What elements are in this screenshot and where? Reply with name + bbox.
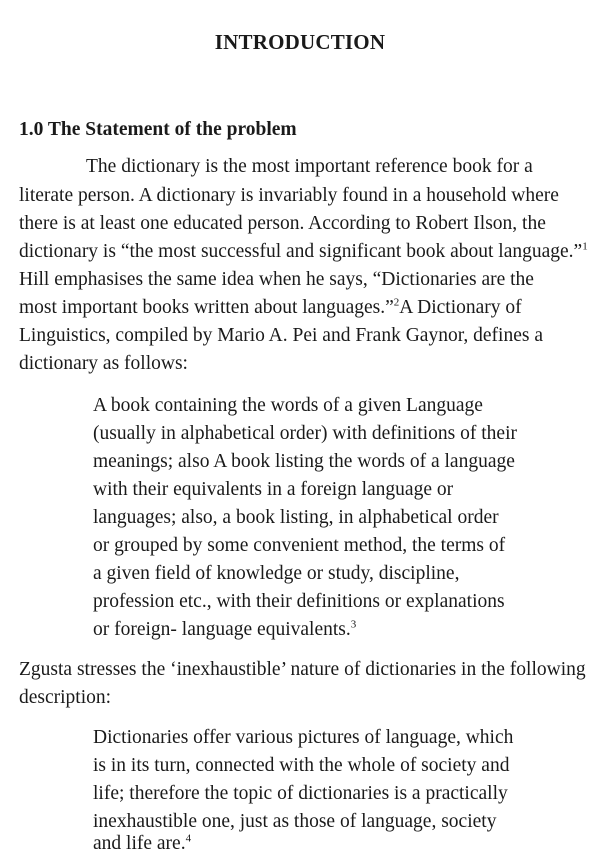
paragraph-line: literate person. A dictionary is invariably found in a household where <box>19 185 559 206</box>
quote-line: profession etc., with their definitions or explanations <box>93 591 505 612</box>
paragraph-line <box>19 242 588 262</box>
paragraph-line: Zgusta stresses the ‘inexhaustible’ nature of dictionaries in the following <box>19 659 586 680</box>
quote-line: a given field of knowledge or study, discipline, <box>93 563 460 584</box>
quote-line: or grouped by some convenient method, the terms of <box>93 535 506 556</box>
paragraph-line: The dictionary is the most important reference book for a <box>86 156 533 177</box>
quote-line: meanings; also A book listing the words of a language <box>93 451 515 472</box>
quote-line: life; therefore the topic of dictionaries is a practically <box>93 783 508 804</box>
paragraph-line <box>19 298 522 318</box>
quote-line: languages; also, a book listing, in alphabetical order <box>93 507 499 528</box>
paragraph-text: most important books written about languages.” <box>19 297 394 318</box>
quote-line: inexhaustible one, just as those of language, society <box>93 811 497 832</box>
paragraph-line: dictionary as follows: <box>19 353 188 374</box>
footnote-marker: 1 <box>582 240 588 253</box>
paragraph-text: dictionary is “the most successful and significant book about language.” <box>19 241 583 262</box>
paragraph-text: A Dictionary of <box>399 297 522 318</box>
quote-line: with their equivalents in a foreign language or <box>93 479 454 500</box>
footnote-marker: 4 <box>185 832 192 845</box>
paragraph-line: Hill emphasises the same idea when he says, “Dictionaries are the <box>19 269 534 290</box>
quote-line: is in its turn, connected with the whole of society and <box>93 755 510 776</box>
quote-line: Dictionaries offer various pictures of language, which <box>93 727 514 748</box>
quote-line: (usually in alphabetical order) with definitions of their <box>93 423 518 444</box>
quote-line <box>93 620 356 640</box>
footnote-marker: 3 <box>350 618 357 631</box>
footnote-marker: 2 <box>393 296 400 309</box>
chapter-title: INTRODUCTION <box>214 30 386 54</box>
paragraph-line: description: <box>19 687 112 708</box>
paragraph-line: Linguistics, compiled by Mario A. Pei and Frank Gaynor, defines a <box>19 325 543 346</box>
quote-text: and life are. <box>93 833 186 854</box>
quote-line <box>93 834 191 854</box>
section-heading: 1.0 The Statement of the problem <box>19 119 297 140</box>
quote-text: or foreign- language equivalents. <box>93 619 351 640</box>
paragraph-line: there is at least one educated person. According to Robert Ilson, the <box>19 213 546 234</box>
quote-line: A book containing the words of a given Language <box>93 395 483 416</box>
